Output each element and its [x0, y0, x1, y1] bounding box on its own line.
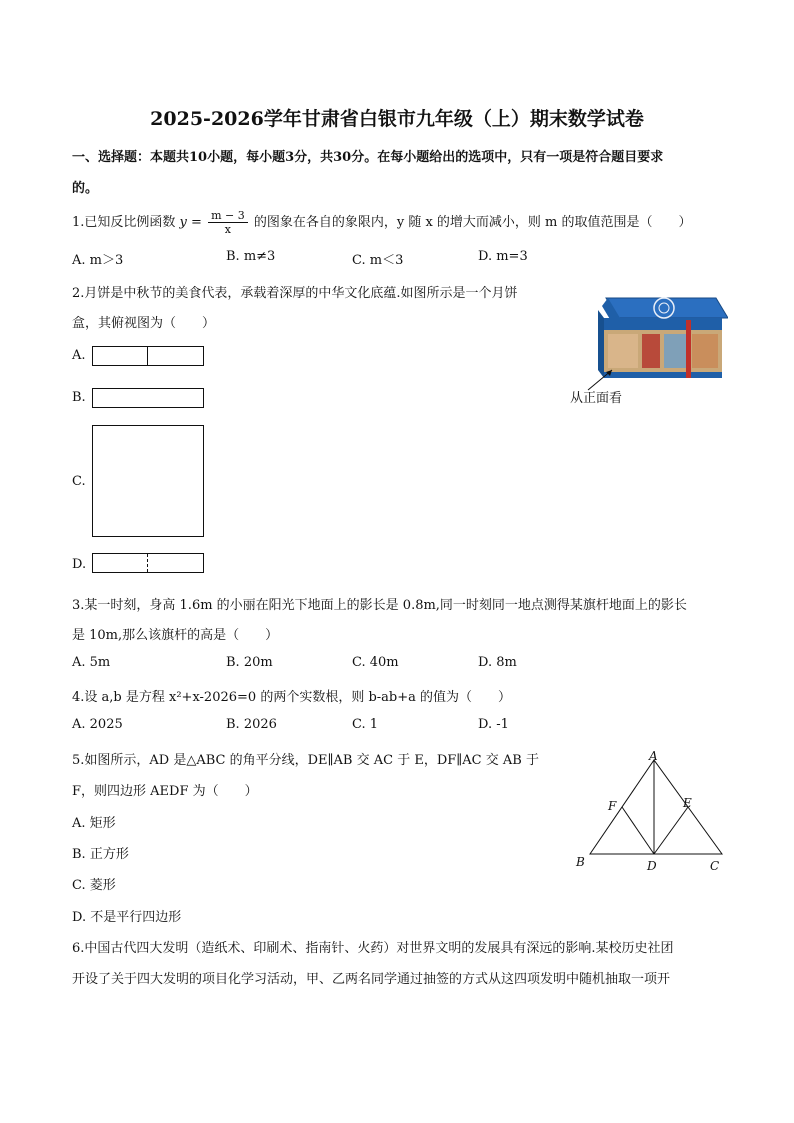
label-b: B	[576, 855, 585, 869]
q4-option-a: A. 2025	[72, 717, 123, 732]
label-e: E	[683, 796, 692, 810]
q4-option-d: D. -1	[478, 717, 509, 732]
q5-option-d: D. 不是平行四边形	[72, 910, 182, 925]
q3-option-d: D. 8m	[478, 655, 517, 670]
q2-option-d-figure	[92, 553, 204, 573]
q5-option-a: A. 矩形	[72, 816, 116, 831]
question-6-cont: 开设了关于四大发明的项目化学习活动，甲、乙两名同学通过抽签的方式从这四项发明中随机抽取一项开	[72, 972, 671, 987]
question-2: 2.月饼是中秋节的美食代表，承载着深厚的中华文化底蕴.如图所示是一个月饼	[72, 286, 518, 301]
q5-option-c: C. 菱形	[72, 878, 116, 893]
q1-option-d: D. m=3	[478, 249, 528, 264]
image-caption: 从正面看	[570, 391, 623, 406]
q3-option-c: C. 40m	[352, 655, 399, 670]
question-5-cont: F，则四边形 AEDF 为（ ）	[72, 784, 258, 799]
question-3: 3.某一时刻，身高 1.6m 的小丽在阳光下地面上的影长是 0.8m,同一时刻同一地点测得某旗杆地面上的影长	[72, 598, 687, 613]
q1-option-c: C. m＜3	[352, 253, 404, 268]
triangle-figure	[570, 748, 730, 878]
q2-option-d-label: D.	[72, 557, 87, 572]
question-5: 5.如图所示，AD 是△ABC 的角平分线，DE∥AB 交 AC 于 E，DF∥AC 交 AB 于	[72, 753, 539, 768]
q1-option-b: B. m≠3	[226, 249, 276, 264]
q2-option-c-label: C.	[72, 474, 86, 489]
mooncake-box-image	[568, 290, 728, 400]
q5-option-b: B. 正方形	[72, 847, 129, 862]
q4-option-c: C. 1	[352, 717, 379, 732]
question-1	[72, 209, 692, 236]
q2-option-a-label: A.	[72, 348, 86, 363]
label-c: C	[710, 859, 720, 873]
label-a: A	[649, 749, 658, 763]
q2-option-a-figure	[92, 346, 204, 366]
question-4: 4.设 a,b 是方程 x²+x-2026=0 的两个实数根，则 b-ab+a 的值为（ ）	[72, 690, 512, 705]
q2-option-a-divider	[147, 347, 148, 365]
q3-option-b: B. 20m	[226, 655, 273, 670]
label-f: F	[608, 799, 617, 813]
q2-option-b-label: B.	[72, 390, 86, 405]
page-title: 2025-2026学年甘肃省白银市九年级（上）期末数学试卷	[150, 108, 644, 130]
q3-option-a: A. 5m	[72, 655, 111, 670]
section-heading: 一、选择题：本题共10小题，每小题3分，共30分。在每小题给出的选项中，只有一项是符合题目要求	[72, 150, 664, 165]
q2-option-c-figure	[92, 425, 204, 537]
q1-numerator: m − 3	[208, 209, 248, 223]
q4-option-b: B. 2026	[226, 717, 277, 732]
question-2-cont: 盒，其俯视图为（ ）	[72, 316, 216, 331]
label-d: D	[647, 859, 657, 873]
q2-option-b-figure	[92, 388, 204, 408]
q2-option-d-dashed-divider	[147, 554, 148, 572]
q1-fraction	[208, 209, 248, 236]
question-6: 6.中国古代四大发明（造纸术、印刷术、指南针、火药）对世界文明的发展具有深远的影响.某校历史社团	[72, 941, 674, 956]
q1-y-eq: y =	[179, 215, 202, 230]
q1-stem-post: 的图象在各自的象限内，y 随 x 的增大而减小，则 m 的取值范围是（ ）	[253, 215, 692, 230]
q1-denominator: x	[224, 223, 231, 236]
section-heading-cont: 的。	[72, 181, 99, 196]
q1-option-a: A. m＞3	[72, 253, 124, 268]
question-3-cont: 是 10m,那么该旗杆的高是（ ）	[72, 628, 279, 643]
q1-stem-pre: 1.已知反比例函数	[72, 215, 176, 230]
